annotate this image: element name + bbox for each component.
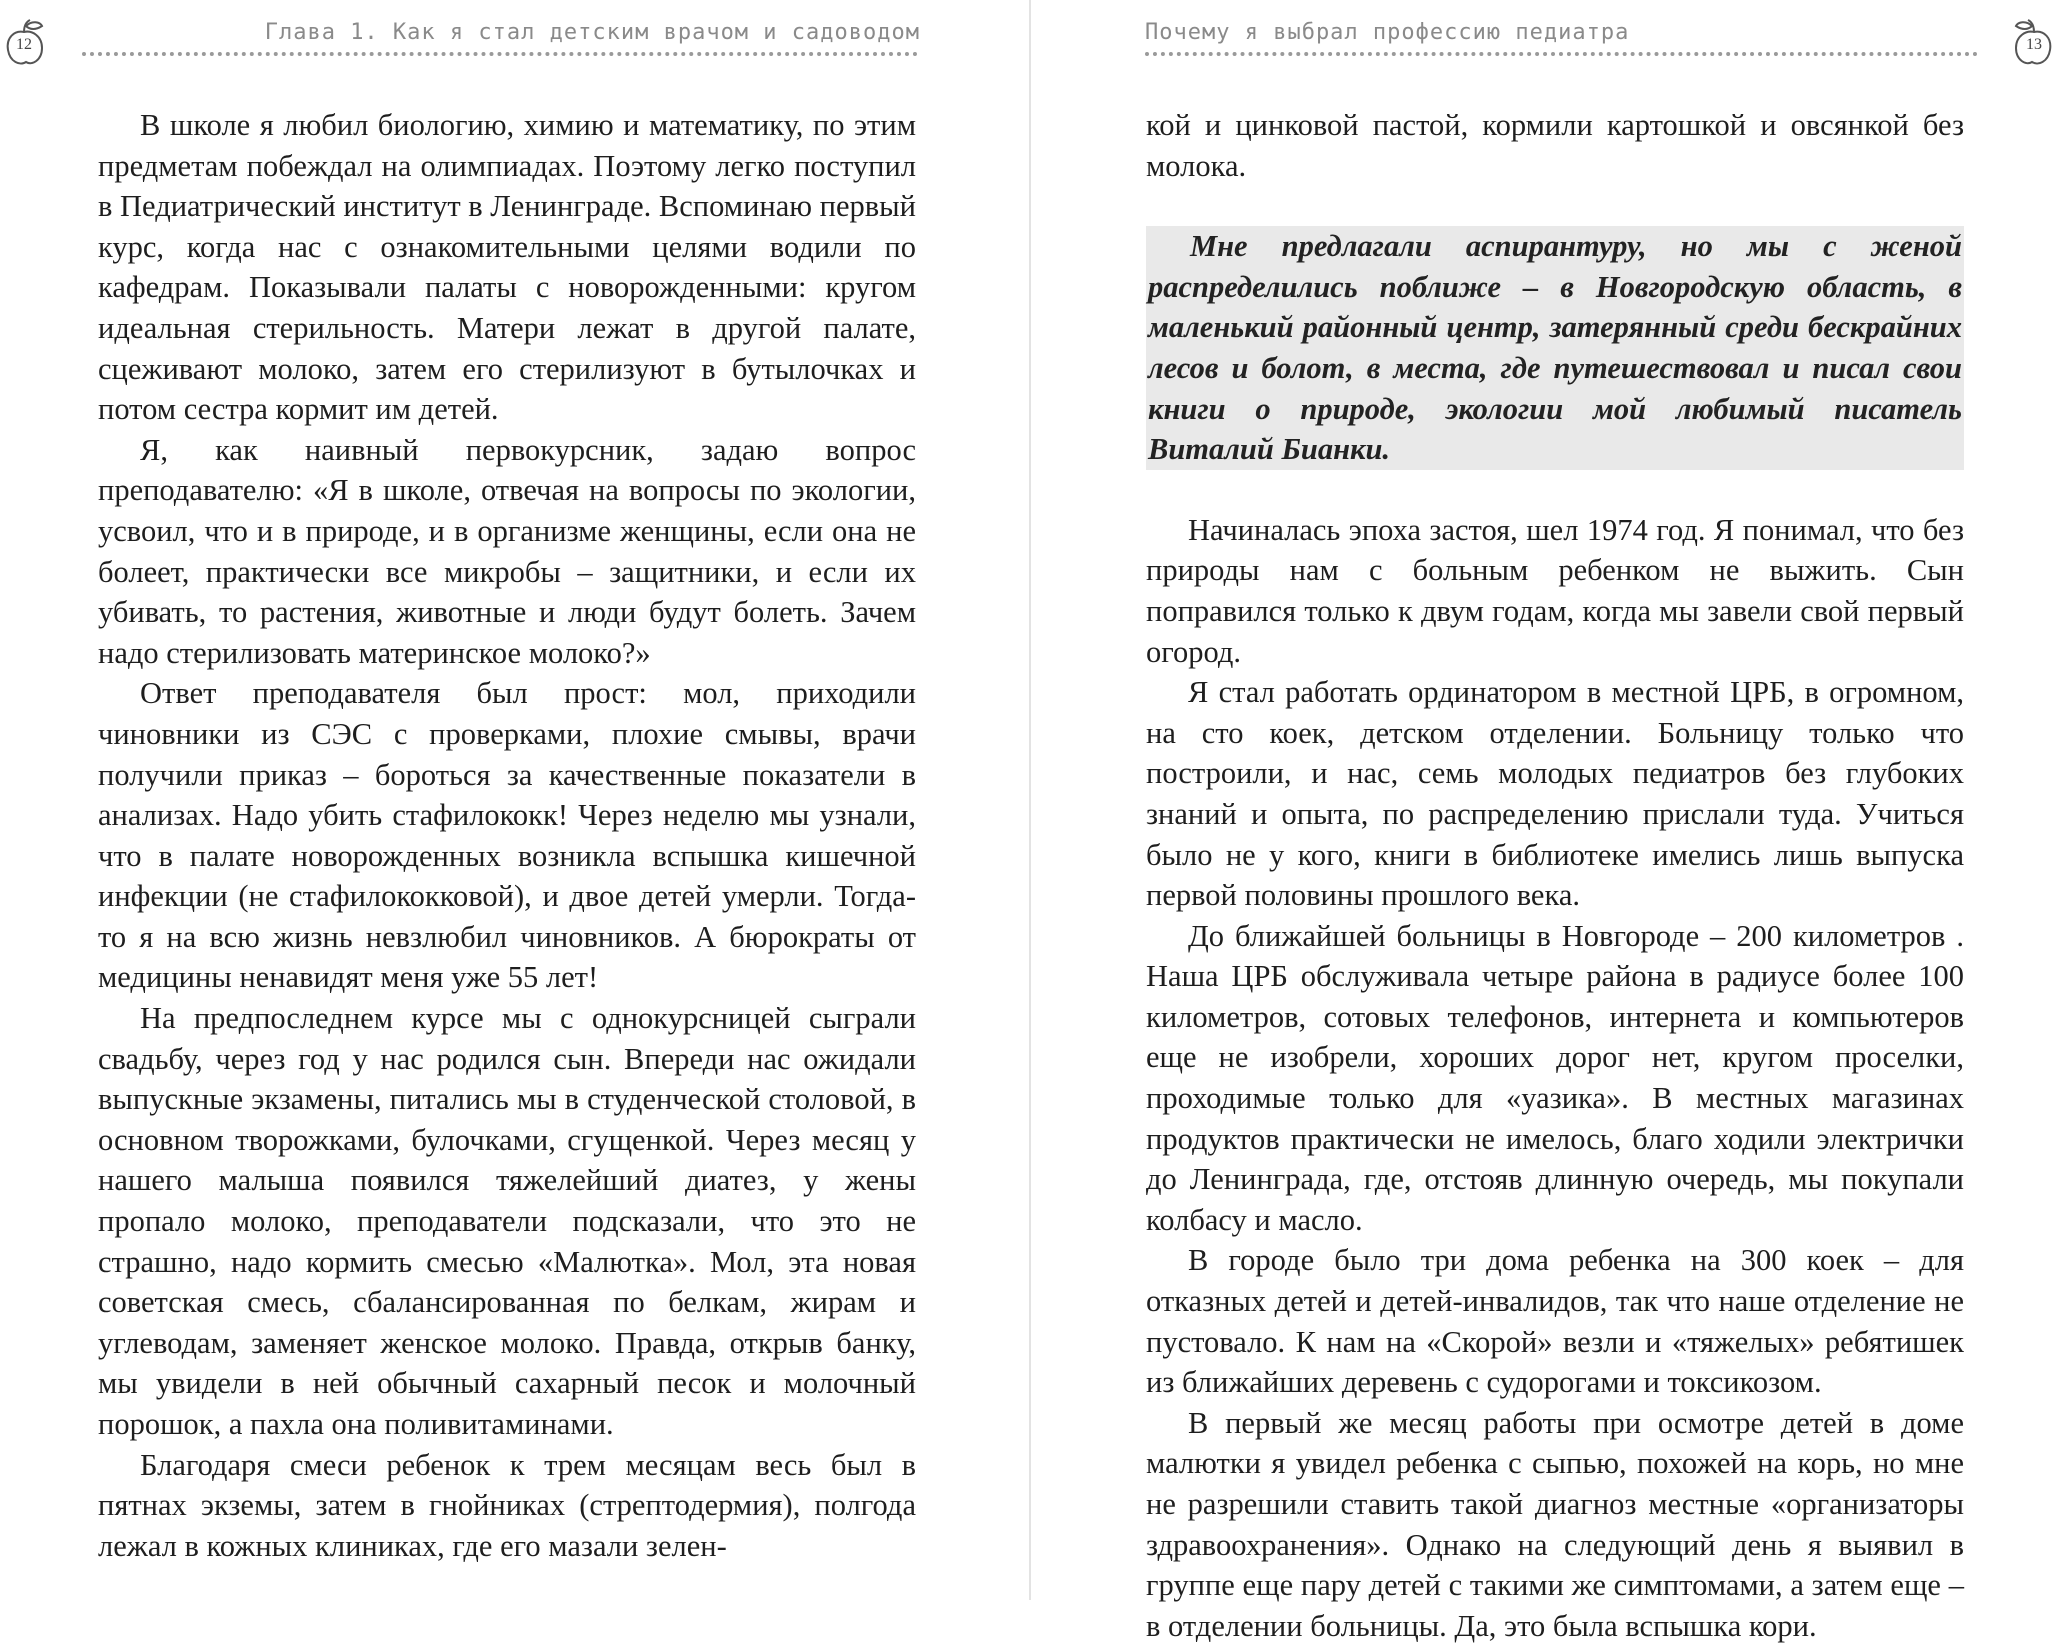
page-number: 12 (16, 36, 32, 53)
paragraph: Я стал работать ординатором в местной ЦРБ, в огромном, на сто коек, детском отделении. Больницу только что построили, и нас, семь молодых педиатров без глубоких знаний и опыта, по распределению прислали туда. Учиться было не у кого, книги в библиотеке имелись лишь выпуска первой половины прошлого века. (1146, 675, 1964, 913)
page-number: 13 (2026, 36, 2042, 53)
highlighted-quote: Мне предлагали аспирантуру, но мы с женой распределились поближе – в Новгородскую область, в маленький районный центр, затерянный среди бескрайних лесов и болот, в места, где путешествовал и писал свои книги о природе, экологии мой любимый писатель Виталий Бианки. (1146, 226, 1964, 470)
paragraph: Я, как наивный первокурсник, задаю вопрос преподавателю: «Я в школе, отвечая на вопросы по экологии, усвоил, что и в природе, и в организме женщины, если она не болеет, практически все микробы – защитники, и если их убивать, то растения, животные и люди будут болеть. Зачем надо стерилизовать материнское молоко?» (98, 432, 916, 670)
running-head: Почему я выбрал профессию педиатра (1145, 20, 1630, 45)
left-page (0, 0, 1030, 1600)
paragraph: До ближайшей больницы в Новгороде – 200 километров . Наша ЦРБ обслуживала четыре района в радиусе более 100 километров, сотовых телефонов, интернета и компьютеров еще не изобрели, хороших дорог нет, кругом проселки, проходимые только для «уазика». В местных магазинах продуктов практически не имелось, благо ходили электрички до Ленинграда, где, отстояв длинную очередь, мы покупали колбасу и масло. (1146, 918, 1964, 1237)
folio-left (2, 18, 54, 70)
body-text (98, 105, 916, 1566)
paragraph: Ответ преподавателя был прост: мол, приходили чиновники из СЭС с проверками, плохие смывы, врачи получили приказ – бороться за качественные показатели в анализах. Надо убить стафилококк! Через неделю мы узнали, что в палате новорожденных возникла вспышка кишечной инфекции (не стафилококковой), и двое детей умерли. Тогда-то я на всю жизнь невзлюбил чиновников. А бюрократы от медицины ненавидят меня уже 55 лет! (98, 676, 916, 995)
paragraph: На предпоследнем курсе мы с однокурсницей сыграли свадьбу, через год у нас родился сын. Впереди нас ожидали выпускные экзамены, питались мы в студенческой столовой, в основном творожками, булочками, сгущенкой. Через месяц у нашего малыша появился тяжелейший диатез, у жены пропало молоко, преподаватели подсказали, что это не страшно, надо кормить смесью «Малютка». Мол, эта новая советская смесь, сбалансированная по белкам, жирам и углеводам, заменяет женское молоко. Правда, открыв банку, мы увидели в ней обычный сахарный песок и молочный порошок, а пахла она поливитаминами. (98, 1001, 916, 1441)
paragraph: Благодаря смеси ребенок к трем месяцам весь был в пятнах экземы, затем в гнойниках (стрептодермия), полгода лежал в кожных клиниках, где его мазали зелен- (98, 1447, 916, 1563)
right-page (1030, 0, 2058, 1643)
paragraph: В городе было три дома ребенка на 300 коек – для отказных детей и детей-инвалидов, так что наше отделение не пустовало. К нам на «Скорой» везли и «тяжелых» ребятишек из ближайших деревень с судорогами и токсикозом. (1146, 1243, 1964, 1400)
body-text (1146, 105, 1964, 1646)
paragraph: кой и цинковой пастой, кормили картошкой и овсянкой без молока. (1146, 108, 1964, 183)
paragraph: В первый же месяц работы при осмотре детей в доме малютки я увидел ребенка с сыпью, похожей на корь, но мне не разрешили ставить такой диагноз местные «организаторы здравоохранения». Однако на следующий день я выявил в группе еще пару детей с такими же симптомами, а затем еще – в отделении больницы. Да, это была вспышка кори. (1146, 1405, 1964, 1643)
header-rule (82, 52, 918, 56)
header-rule (1145, 52, 1978, 56)
folio-right (2004, 18, 2056, 70)
running-head: Глава 1. Как я стал детским врачом и садоводом (264, 20, 920, 45)
paragraph: В школе я любил биологию, химию и математику, по этим предметам побеждал на олимпиадах. Поэтому легко поступил в Педиатрический институт в Ленинграде. Вспоминаю первый курс, когда нас с ознакомительными целями водили по кафедрам. Показывали палаты с новорожденными: кругом идеальная стерильность. Матери лежат в другой палате, сцеживают молоко, затем его стерилизуют в бутылочках и потом сестра кормит им детей. (98, 108, 916, 427)
paragraph: Начиналась эпоха застоя, шел 1974 год. Я понимал, что без природы нам с больным ребенком не выжить. Сын поправился только к двум годам, когда мы завели свой первый огород. (1146, 512, 1964, 669)
